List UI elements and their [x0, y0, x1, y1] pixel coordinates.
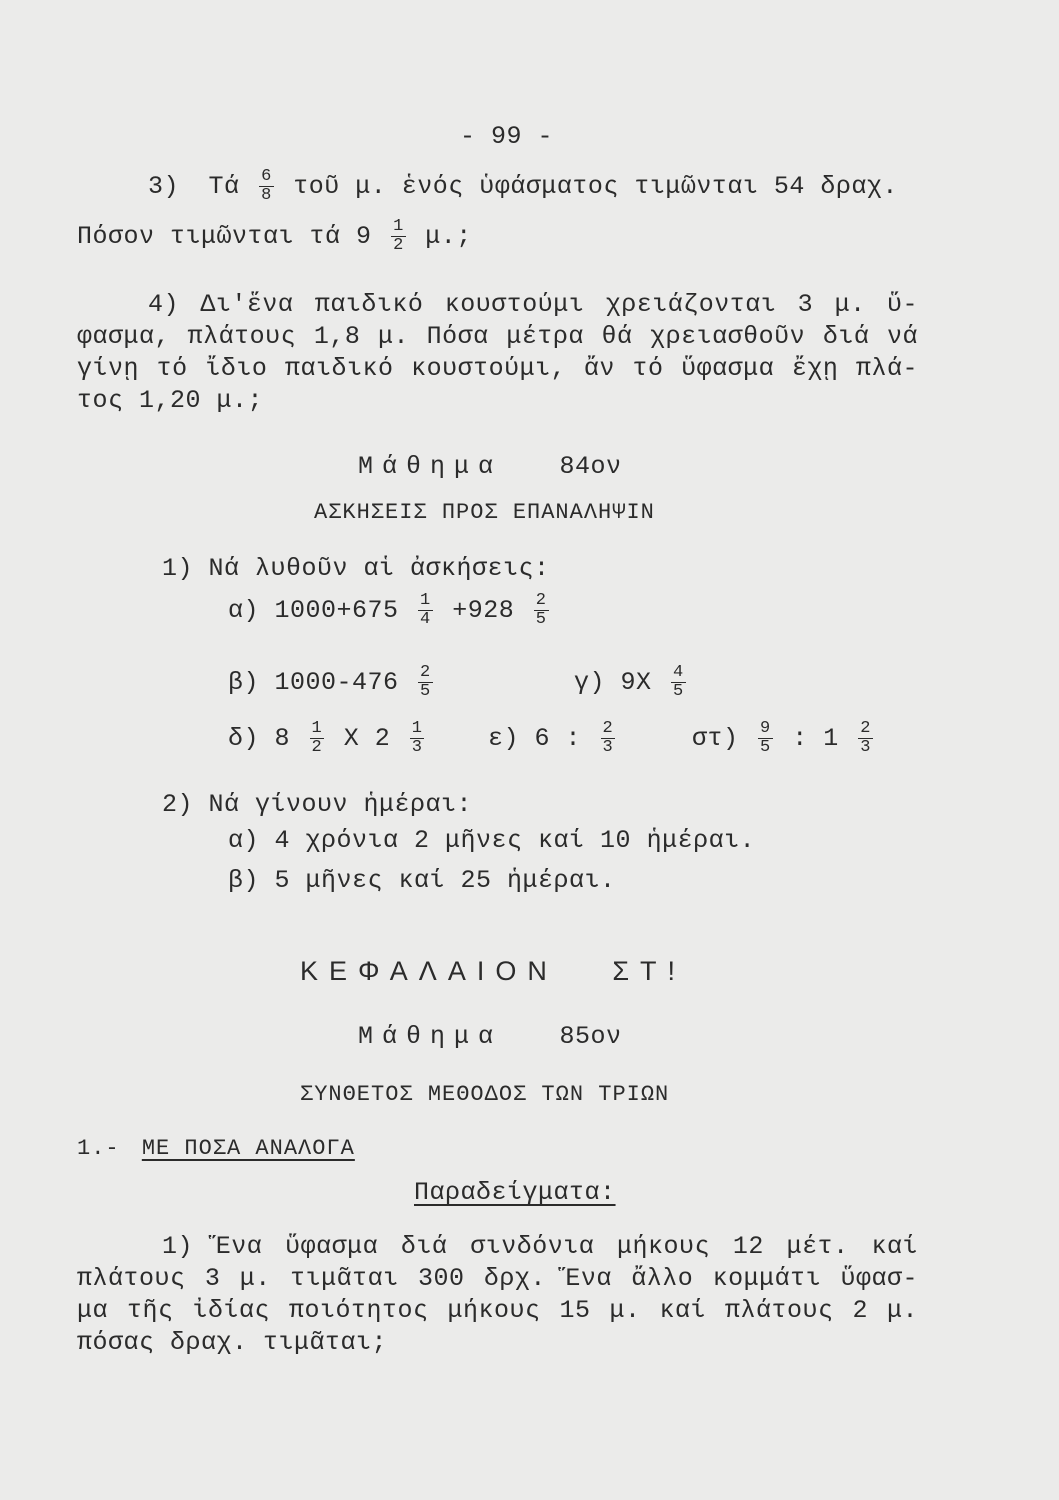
page-number: - 99 - — [460, 122, 554, 151]
exercise-2b: β) 5 μῆνες καί 25 ἡμέραι. — [228, 866, 616, 895]
problem-3-number: 3) — [148, 172, 180, 202]
exercise-2a: α) 4 χρόνια 2 μῆνες καί 10 ἡμέραι. — [228, 826, 756, 855]
problem-4-line-4: τος 1,20 μ.; — [77, 386, 264, 415]
lesson-85-subtitle: ΣΥΝΘΕΤΟΣ ΜΕΘΟΔΟΣ ΤΩΝ ΤΡΙΩΝ — [300, 1082, 670, 1107]
problem-4-line-2: φασμα, πλάτους 1,8 μ. Πόσα μέτρα θά χρειασθοῦν διά νά — [77, 322, 918, 351]
fraction: $\frac{2}{5}$ — [535, 591, 547, 629]
lesson-85-heading: Μάθημα 85ον — [358, 1022, 622, 1051]
examples-heading: Παραδείγματα: — [414, 1178, 616, 1207]
fraction: $\frac{1}{4}$ — [420, 591, 431, 629]
fraction: $\frac{9}{5}$ — [760, 719, 771, 757]
exercise-1a: α) 1000+675 $\frac{1}{4}$ +928 $\frac{2}{5}$ — [228, 591, 547, 629]
problem-3-line-2 — [77, 218, 472, 255]
fraction: $\frac{2}{3}$ — [860, 719, 871, 757]
fraction: $\frac{2}{5}$ — [420, 663, 431, 701]
problem-4-line-3: γίνῃ τό ἴδιο παιδικό κουστούμι, ἄν τό ὕφασμα ἔχῃ πλά- — [77, 354, 918, 383]
problem-3-line-2-end: μ.; — [425, 222, 472, 252]
fraction: $\frac{1}{2}$ — [311, 719, 323, 757]
example-1-line-1: 1) Ἕνα ὕφασμα διά σινδόνια μήκους 12 μέτ. καί — [162, 1232, 918, 1261]
fraction: $\frac{1}{2}$ — [393, 217, 404, 255]
section-1-heading: 1.- ΜΕ ΠΟΣΑ ΑΝΑΛΟΓΑ — [77, 1136, 355, 1161]
exercise-1c: γ) 9Χ $\frac{4}{5}$ — [574, 663, 684, 701]
exercise-1d: δ) 8 $\frac{1}{2}$ Χ 2 $\frac{1}{3}$ — [228, 719, 423, 757]
problem-3-line-2-text: Πόσον τιμῶνται τά 9 — [77, 222, 372, 252]
fraction: $\frac{4}{5}$ — [673, 663, 684, 701]
exercise-2-label: 2) Νά γίνουν ἡμέραι: — [162, 790, 473, 819]
fraction: $\frac{6}{8}$ — [261, 167, 272, 205]
example-1-line-2: πλάτους 3 μ. τιμᾶται 300 δρχ. Ἕνα ἄλλο κομμάτι ὕφασ- — [77, 1264, 918, 1293]
fraction: $\frac{2}{3}$ — [602, 719, 614, 757]
exercise-1b: β) 1000-476 $\frac{2}{5}$ — [228, 663, 431, 701]
lesson-84-heading: Μάθημα 84ον — [358, 452, 622, 481]
problem-3-pre: Τά — [208, 172, 240, 202]
section-1-title: ΜΕ ΠΟΣΑ ΑΝΑΛΟΓΑ — [141, 1136, 355, 1161]
exercise-1-label: 1) Νά λυθοῦν αἱ ἀσκήσεις: — [162, 554, 550, 583]
exercise-1st: στ) $\frac{9}{5}$ : 1 $\frac{2}{3}$ — [692, 719, 871, 757]
example-1-line-3: μα τῆς ἰδίας ποιότητος μήκους 15 μ. καί πλάτους 2 μ. — [77, 1296, 918, 1325]
chapter-heading: ΚΕΦΑΛΑΙΟΝ ΣΤ! — [300, 956, 687, 986]
lesson-84-subtitle: ΑΣΚΗΣΕΙΣ ΠΡΟΣ ΕΠΑΝΑΛΗΨΙΝ — [314, 500, 655, 525]
problem-3-text: τοῦ μ. ἑνός ὑφάσματος τιμῶνται 54 δραχ. — [293, 172, 898, 202]
problem-4-line-1: 4) Δι'ἕνα παιδικό κουστούμι χρειάζονται 3 μ. ὕ- — [148, 290, 918, 319]
fraction: $\frac{1}{3}$ — [411, 719, 423, 757]
example-1-line-4: πόσας δραχ. τιμᾶται; — [77, 1328, 388, 1357]
problem-3-line-1 — [148, 168, 898, 205]
exercise-1e: ε) 6 : $\frac{2}{3}$ — [488, 719, 614, 757]
